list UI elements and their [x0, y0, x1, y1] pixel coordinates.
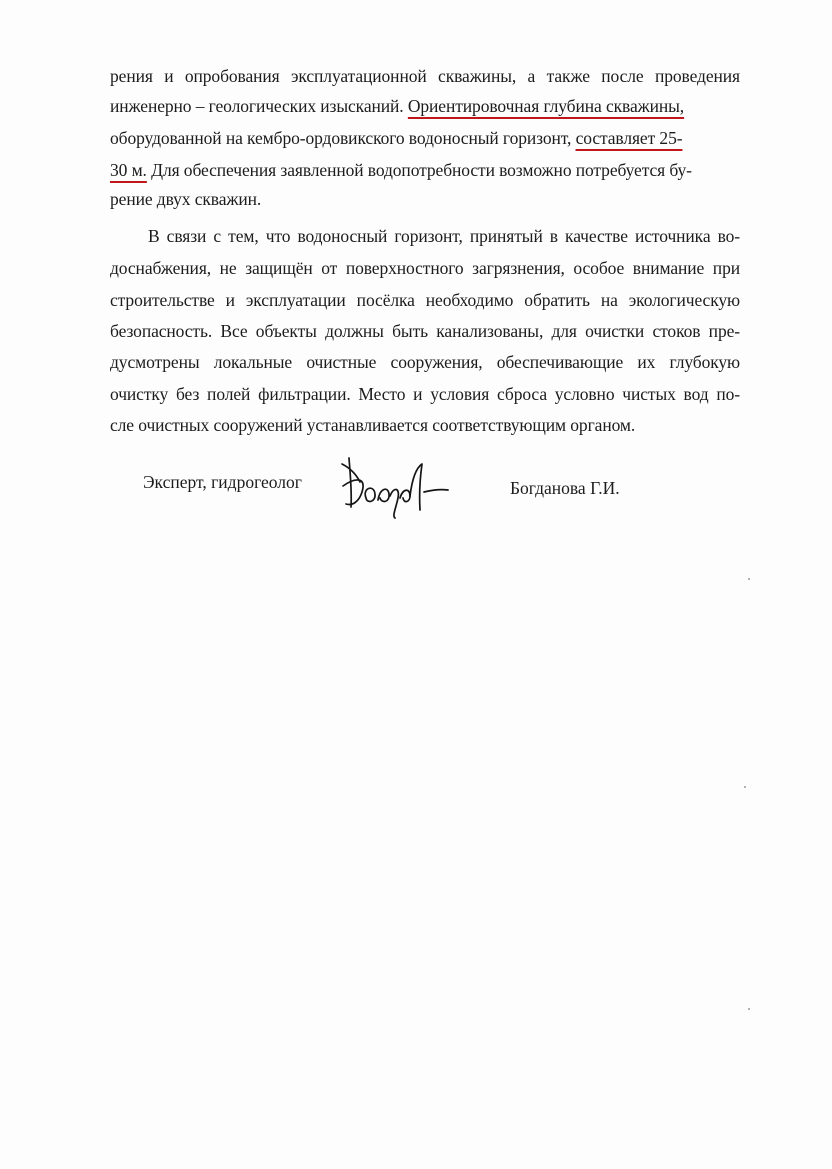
paragraph-1-line-3-text: оборудованной на кембро-ордовикского водоносный горизонт, [110, 128, 576, 148]
underlined-depth-phrase: Ориентировочная глубина скважины, [407, 96, 685, 116]
handwritten-signature [340, 452, 452, 520]
scan-speck [748, 578, 750, 580]
paragraph-2-line-6: очистку без полей фильтрации. Место и условия сброса условно чистых вод по- [110, 384, 740, 404]
paragraph-1-line-5: рение двух скважин. [110, 189, 262, 209]
paragraph-1-line-3 [110, 128, 740, 148]
paragraph-1-line-2 [110, 96, 740, 116]
paragraph-1-line-2-text: инженерно – геологических изысканий. [110, 96, 408, 116]
underlined-depth-unit: 30 м. [110, 160, 147, 180]
scan-speck [744, 786, 746, 788]
signatory-role: Эксперт, гидрогеолог [143, 472, 302, 492]
paragraph-2-line-2: доснабжения, не защищён от поверхностного загрязнения, особое внимание при [110, 258, 740, 278]
paragraph-1-line-4-text: Для обеспечения заявленной водопотребности возможно потребуется бу- [146, 160, 692, 180]
paragraph-2-line-1: В связи с тем, что водоносный горизонт, принятый в качестве источника во- [148, 226, 740, 246]
scan-speck [748, 1008, 750, 1010]
paragraph-1-line-4 [110, 160, 740, 180]
paragraph-2-line-5: дусмотрены локальные очистные сооружения, обеспечивающие их глубокую [110, 352, 740, 372]
paragraph-2-line-3: строительстве и эксплуатации посёлка необходимо обратить на экологическую [110, 290, 740, 310]
underlined-depth-value: составляет 25- [575, 128, 683, 148]
signatory-name: Богданова Г.И. [510, 478, 620, 498]
paragraph-1-line-1: рения и опробования эксплуатационной скважины, а также после проведения [110, 66, 740, 86]
paragraph-2-line-4: безопасность. Все объекты должны быть канализованы, для очистки стоков пре- [110, 321, 740, 341]
paragraph-2-line-7: сле очистных сооружений устанавливается соответствующим органом. [110, 415, 636, 435]
